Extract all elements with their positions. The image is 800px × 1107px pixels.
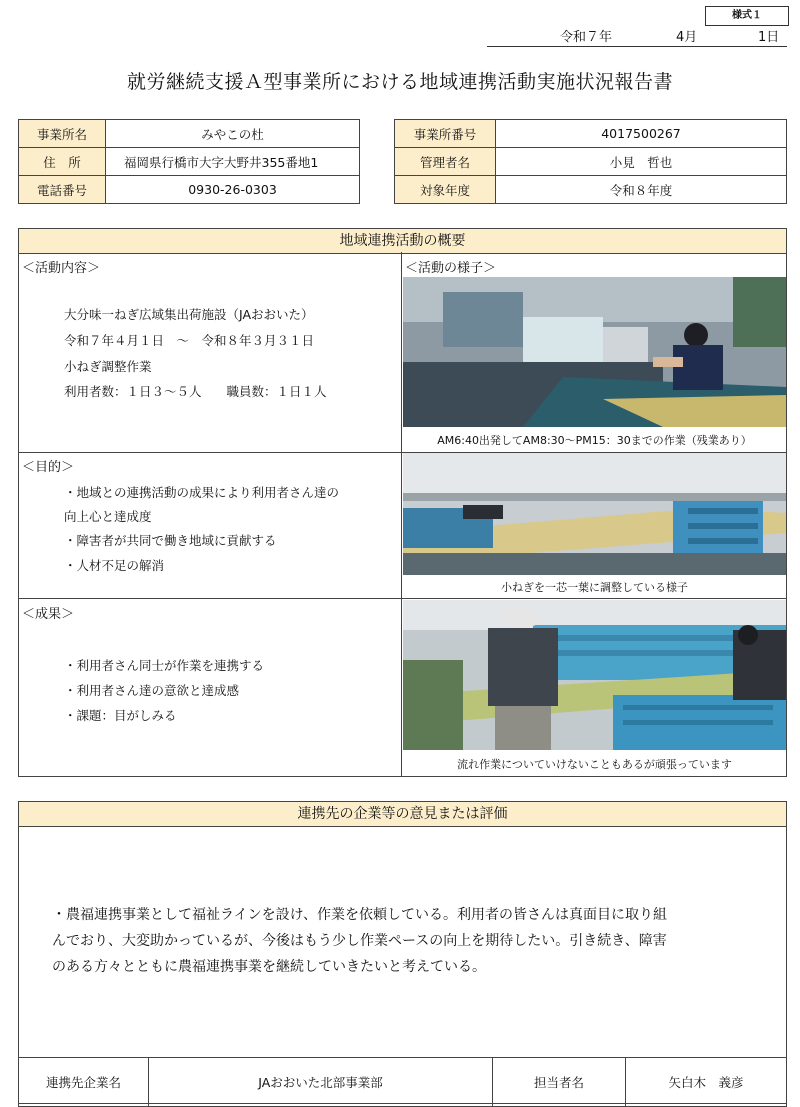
evaluation-text [52,902,762,980]
partner-value: JAおおいた北部事業部 [149,1058,493,1107]
evaluation-heading: 連携先の企業等の意見または評価 [19,802,786,827]
table-row [19,120,360,148]
phone-label: 電話番号 [19,176,106,204]
form-number: 様式１ [705,6,789,26]
date-underline [487,46,787,47]
overview-heading: 地域連携活動の概要 [19,229,786,254]
report-day: 1日 [758,30,780,45]
table-row [395,120,787,148]
photo-adjusting-onions [403,453,786,575]
manager-label: 管理者名 [395,148,496,176]
evaluation-line: ・農福連携事業として福祉ラインを設け、作業を依頼している。利用者の皆さんは真面目に取り組 [52,907,668,923]
address-label: 住 所 [19,148,106,176]
office-number-label: 事業所番号 [395,120,496,148]
phone-value: 0930-26-0303 [106,176,360,204]
result-line: ・利用者さん達の意欲と達成感 [64,683,240,698]
purpose-title: ＜目的＞ [22,460,75,475]
activity-line: 令和７年４月１日 ～ 令和８年３月３１日 [64,333,315,348]
table-row [19,1058,787,1107]
table-row [395,148,787,176]
table-row [19,148,360,176]
report-month: 4月 [676,30,698,45]
target-year-value: 令和８年度 [496,176,787,204]
photo-caption: 流れ作業についていけないこともあるが頑張っています [457,758,732,771]
result-line: ・課題：目がしみる [64,708,177,723]
activity-title: ＜活動内容＞ [22,261,101,276]
table-row [19,176,360,204]
photo-workers-illustration [403,600,786,750]
evaluation-line: のある方々とともに農福連携事業を継続していきたいと考えている。 [52,959,486,975]
management-info-table [394,119,787,204]
purpose-line: ・人材不足の解消 [64,558,165,573]
person-value: 矢白木 義彦 [626,1058,787,1107]
row-divider [18,598,787,599]
purpose-line: 向上心と達成度 [64,509,152,524]
photo-line-work [403,600,786,750]
page-title: 就労継続支援Ａ型事業所における地域連携活動実施状況報告書 [126,71,673,93]
table-row [395,176,787,204]
partner-label: 連携先企業名 [19,1058,149,1107]
photo-machine-illustration [403,277,786,427]
photo-conveyor-illustration [403,453,786,575]
photo-caption: 小ねぎを一芯一葉に調整している様子 [501,581,688,594]
manager-value: 小見 哲也 [496,148,787,176]
purpose-line: ・地域との連携活動の成果により利用者さん達の [64,485,340,500]
office-name-label: 事業所名 [19,120,106,148]
person-label: 担当者名 [493,1058,626,1107]
office-info-table [18,119,360,204]
activity-line: 小ねぎ調整作業 [64,359,152,374]
photo-caption: AM6:40出発してAM8:30～PM15：30までの作業（残業あり） [437,434,752,447]
office-name-value: みやこの杜 [106,120,360,148]
photos-title: ＜活動の様子＞ [405,261,497,276]
office-number-value: 4017500267 [496,120,787,148]
target-year-label: 対象年度 [395,176,496,204]
photo-machine-work [403,277,786,427]
evaluation-line: んでおり、大変助かっているが、今後はもう少し作業ペースの向上を期待したい。引き続き、障害 [52,933,667,949]
activity-line: 利用者数：１日３～５人 職員数：１日１人 [64,384,327,399]
purpose-line: ・障害者が共同で働き地域に貢献する [64,533,277,548]
partner-table [18,1057,787,1107]
address-value: 福岡県行橋市大字大野井355番地1 [106,148,360,176]
column-divider [401,252,402,776]
activity-line: 大分味一ねぎ広域集出荷施設（JAおおいた） [64,307,314,322]
result-line: ・利用者さん同士が作業を連携する [64,658,265,673]
result-title: ＜成果＞ [22,607,75,622]
report-year: 令和７年 [560,30,613,45]
